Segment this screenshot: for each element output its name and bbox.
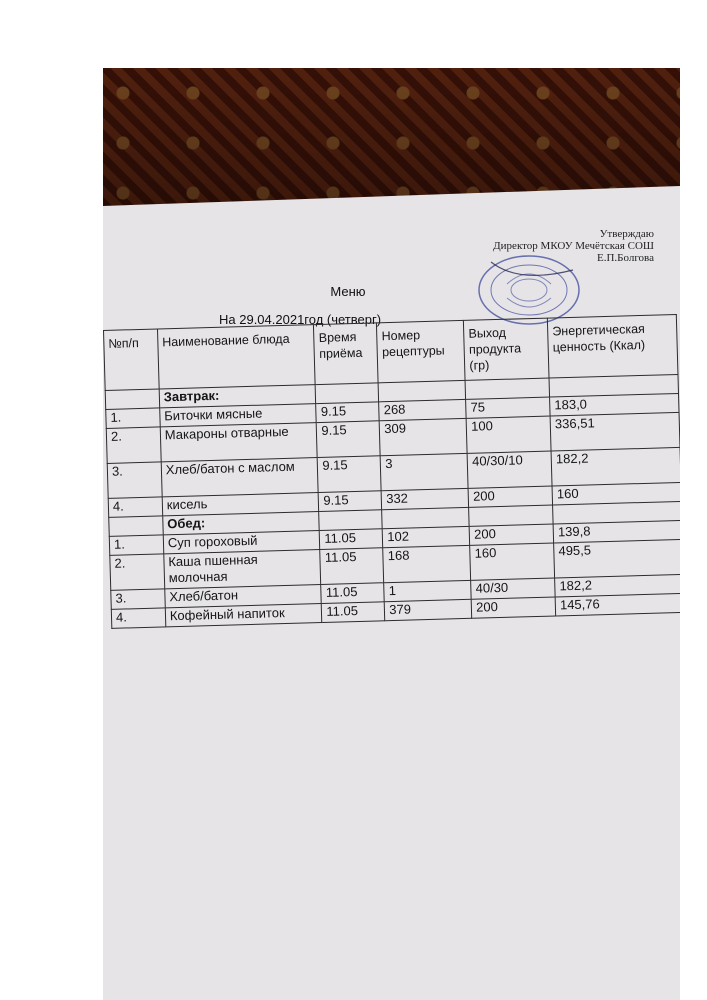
cell-yield: 40/30: [471, 578, 555, 599]
cell-yield: 160: [470, 543, 555, 580]
cell-name: Макароны отварные: [160, 423, 318, 462]
cell-recipe: 3: [381, 453, 469, 490]
cell-num: 4.: [111, 608, 165, 628]
cell-time: 9.15: [317, 421, 381, 458]
cell-num: 2.: [106, 427, 161, 463]
section-label-breakfast: Завтрак:: [159, 385, 316, 408]
menu-table: [103, 314, 680, 629]
cell-time: 11.05: [320, 548, 384, 585]
cell-time: 9.15: [318, 456, 382, 493]
cell-recipe: 379: [385, 599, 472, 620]
approval-line-1: Утверждаю: [599, 228, 654, 240]
cell-name: Суп гороховый: [163, 531, 320, 554]
cell-yield: 200: [468, 486, 552, 507]
cell-name: Кофейный напиток: [165, 604, 322, 627]
header-name: Наименование блюда: [157, 325, 315, 389]
carpet-background: [103, 68, 680, 208]
cell-time: 9.15: [319, 491, 382, 512]
cell-num: 4.: [108, 497, 162, 517]
cell-recipe: 332: [381, 488, 468, 509]
cell-num: 1.: [106, 408, 160, 428]
cell-num: 2.: [110, 554, 165, 590]
cell-num: 3.: [111, 589, 165, 609]
cell-name: кисель: [162, 493, 319, 516]
cell-energy: 160: [552, 482, 680, 505]
cell-recipe: 268: [379, 399, 466, 420]
cell-energy: 182,2: [555, 574, 680, 597]
school-stamp: [477, 254, 581, 326]
header-num: №п/п: [104, 329, 160, 390]
approval-line-3: Е.П.Болгова: [597, 252, 654, 264]
cell-yield: 75: [466, 397, 550, 418]
section-label-lunch: Обед:: [163, 512, 320, 535]
cell-yield: 200: [471, 597, 555, 618]
cell-energy: 139,8: [553, 520, 680, 543]
cell-time: 11.05: [321, 583, 384, 604]
cell-recipe: 168: [383, 545, 471, 582]
cell-energy: 495,5: [554, 539, 680, 578]
cell-time: 11.05: [320, 529, 383, 550]
cell-recipe: 1: [384, 580, 471, 601]
menu-title: Меню: [330, 284, 366, 299]
header-recipe: Номер рецептуры: [377, 320, 466, 382]
menu-photo: [103, 68, 680, 1000]
cell-energy: 145,76: [555, 593, 680, 616]
approval-line-2: Директор МКОУ Мечётская СОШ: [493, 240, 654, 252]
header-time: Время приёма: [314, 323, 379, 385]
cell-name: Каша пшенная молочная: [164, 550, 322, 589]
cell-name: Биточки мясные: [160, 404, 317, 427]
cell-energy: 183,0: [550, 393, 679, 416]
cell-yield: 100: [466, 416, 551, 453]
cell-time: 9.15: [316, 402, 379, 423]
header-energy: Энергетическая ценность (Ккал): [547, 314, 678, 378]
cell-recipe: 309: [380, 418, 468, 455]
cell-energy: 182,2: [551, 447, 680, 486]
menu-date: На 29.04.2021год (четверг): [219, 312, 382, 327]
cell-num: 1.: [109, 535, 163, 555]
cell-num: 3.: [107, 462, 162, 498]
menu-table-wrapper: [103, 314, 680, 629]
cell-yield: 40/30/10: [467, 451, 552, 488]
cell-energy: 336,51: [550, 412, 680, 451]
cell-recipe: 102: [383, 526, 470, 547]
cell-name: Хлеб/батон с маслом: [161, 458, 319, 497]
header-yield: Выход продукта (гр): [464, 318, 549, 380]
cell-time: 11.05: [322, 602, 385, 623]
cell-name: Хлеб/батон: [165, 585, 322, 608]
cell-yield: 200: [469, 524, 553, 545]
